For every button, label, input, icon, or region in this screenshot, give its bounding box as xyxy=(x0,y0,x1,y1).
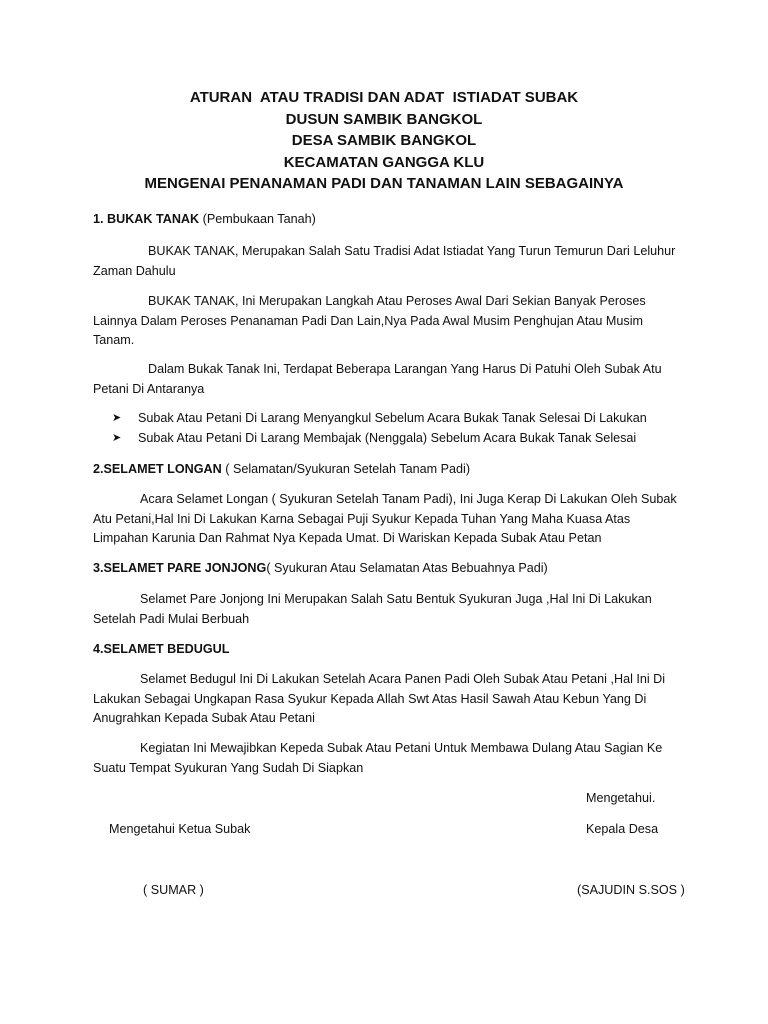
section-1-paragraph-3: Dalam Bukak Tanak Ini, Terdapat Beberapa Larangan Yang Harus Di Patuhi Oleh Subak Atu Petani Di Antaranya xyxy=(93,362,662,396)
list-item xyxy=(112,409,647,429)
arrowhead-bullet-icon: ➤ xyxy=(112,431,122,444)
section-3-heading-rest: ( Syukuran Atau Selamatan Atas Bebuahnya Padi) xyxy=(266,561,548,575)
section-4-paragraph-1: Selamet Bedugul Ini Di Lakukan Setelah Acara Panen Padi Oleh Subak Atau Petani ,Hal Ini Di Lakukan Sebagai Ungkapan Rasa Syukur Kepada Allah Swt Atas Hasil Sawah Atau Kebun Yang Di Anugrahkan Kepada Subak Atau Petani xyxy=(93,672,666,725)
arrowhead-bullet-icon: ➤ xyxy=(112,412,122,424)
title-line-1: ATURAN ATAU TRADISI DAN ADAT ISTIADAT SUBAK xyxy=(189,89,579,106)
ketua-subak-title: Mengetahui Ketua Subak xyxy=(109,822,251,836)
document-title xyxy=(60,87,708,195)
section-2-heading xyxy=(93,460,683,480)
title-line-2: DUSUN SAMBIK BANGKOL xyxy=(285,110,483,128)
section-1-heading xyxy=(93,210,683,230)
section-3-paragraph-1: Selamet Pare Jonjong Ini Merupakan Salah Satu Bentuk Syukuran Juga ,Hal Ini Di Lakukan Setelah Padi Mulai Berbuah xyxy=(93,592,652,626)
section-2-paragraph-1: Acara Selamet Longan ( Syukuran Setelah Tanam Padi), Ini Juga Kerap Di Lakukan Oleh Subak Atu Petani,Hal Ini Di Lakukan Karna Sebagai Puji Syukur Kepada Tuhan Yang Maha Kuasa Atas Limpahan Karunia Dan Rahmat Nya Kepada Umat. Di Wariskan Kepada Subak Atau Petan xyxy=(93,492,677,545)
section-1-paragraph-1: BUKAK TANAK, Merupakan Salah Satu Tradisi Adat Istiadat Yang Turun Temurun Dari Leluhur Zaman Dahulu xyxy=(93,244,676,278)
section-4-heading: 4.SELAMET BEDUGUL xyxy=(93,642,230,656)
section-2-heading-bold: 2.SELAMET LONGAN xyxy=(93,462,222,476)
section-3-heading-bold: 3.SELAMET PARE JONJONG xyxy=(93,561,267,575)
section-1-heading-bold: 1. BUKAK TANAK xyxy=(93,212,200,226)
section-1-heading-rest: (Pembukaan Tanah) xyxy=(199,212,316,226)
title-line-3: DESA SAMBIK BANGKOL xyxy=(291,132,477,149)
kepala-desa-title: Kepala Desa xyxy=(586,822,659,836)
section-1-bullet-list xyxy=(112,409,647,448)
bullet-text: Subak Atau Petani Di Larang Membajak (Nenggala) Sebelum Acara Bukak Tanak Selesai xyxy=(138,430,637,445)
section-1-paragraph-2: BUKAK TANAK, Ini Merupakan Langkah Atau Peroses Awal Dari Sekian Banyak Peroses Lainnya Dalam Peroses Penanaman Padi Dan Lain,Nya Pada Awal Musim Penghujan Atau Musim Tanam. xyxy=(93,294,646,347)
title-line-5: MENGENAI PENANAMAN PADI DAN TANAMAN LAIN SEBAGAINYA xyxy=(144,175,624,192)
ketua-subak-name: ( SUMAR ) xyxy=(143,883,204,897)
kepala-desa-name: (SAJUDIN S.SOS ) xyxy=(577,883,685,897)
bullet-text: Subak Atau Petani Di Larang Menyangkul Sebelum Acara Bukak Tanak Selesai Di Lakukan xyxy=(138,411,647,425)
section-2-heading-rest: ( Selamatan/Syukuran Setelah Tanam Padi) xyxy=(221,462,471,476)
section-4-paragraph-2: Kegiatan Ini Mewajibkan Kepeda Subak Atau Petani Untuk Membawa Dulang Atau Sagian Ke Suatu Tempat Syukuran Yang Sudah Di Siapkan xyxy=(93,741,663,775)
list-item xyxy=(112,429,647,449)
section-3-heading xyxy=(93,559,683,579)
mengetahui-label: Mengetahui. xyxy=(586,791,656,805)
title-line-4: KECAMATAN GANGGA KLU xyxy=(283,153,485,171)
